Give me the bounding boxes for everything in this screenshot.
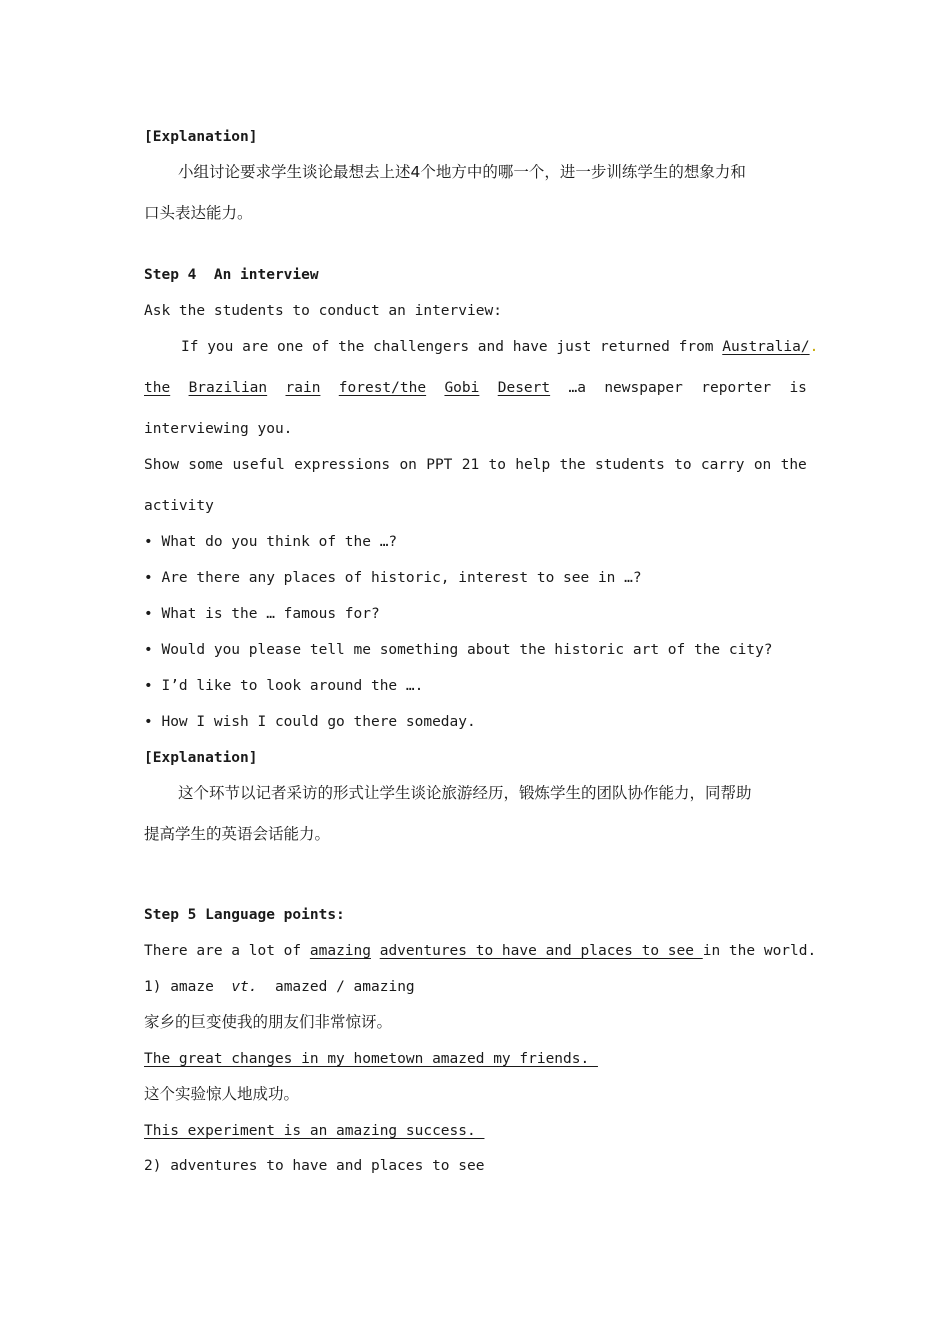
- word: to: [674, 457, 692, 473]
- word: the: [559, 457, 586, 473]
- word: the: [144, 380, 171, 396]
- show-expressions-line1: [144, 456, 807, 474]
- slash: /: [800, 339, 810, 355]
- chinese-example-2: 这个实验惊人地成功。: [144, 1085, 300, 1103]
- point-1: [144, 978, 415, 996]
- point-1-text: 1) amaze: [144, 979, 232, 995]
- sentence-text: There are a lot of: [144, 943, 310, 959]
- show-expressions-line2: activity: [144, 498, 214, 514]
- word: useful: [232, 457, 285, 473]
- bullet-item: • Would you please tell me something about the historic art of the city?: [144, 642, 773, 658]
- scenario-text-a: If you are one of the challengers and have just r: [181, 339, 609, 355]
- edit-mark: .: [809, 339, 819, 355]
- word: is: [789, 380, 807, 396]
- place-australia: Australia: [722, 339, 801, 355]
- step5-example-sentence: [144, 942, 816, 960]
- step4-heading: Step 4 An interview: [144, 267, 319, 283]
- word: reporter: [701, 380, 772, 396]
- explanation-paragraph-1-line2: 口头表达能力。: [144, 204, 253, 222]
- word: the: [780, 457, 807, 473]
- bullet-item: • What do you think of the …?: [144, 534, 398, 550]
- english-translation-2: This experiment is an amazing success.: [144, 1123, 485, 1139]
- sentence-text: in the world.: [702, 943, 817, 959]
- word: on: [399, 457, 417, 473]
- chinese-example-1: 家乡的巨变使我的朋友们非常惊讶。: [144, 1013, 393, 1031]
- explanation-heading-2: [Explanation]: [144, 750, 258, 766]
- word: Gobi: [444, 380, 480, 396]
- bullet-item: • What is the … famous for?: [144, 606, 380, 622]
- scenario-line1: [181, 338, 818, 356]
- word: rain: [285, 380, 321, 396]
- bullet-item: • How I wish I could go there someday.: [144, 714, 476, 730]
- word: Brazilian: [188, 380, 268, 396]
- word: to: [488, 457, 506, 473]
- sentence-underlined: amazing: [309, 943, 371, 959]
- sentence-space: [371, 943, 380, 959]
- step5-heading: Step 5 Language points:: [144, 907, 345, 923]
- scenario-text-b: eturned from: [608, 339, 723, 355]
- word: PPT: [426, 457, 453, 473]
- word: newspaper: [604, 380, 683, 396]
- scenario-line3: interviewing you.: [144, 421, 293, 437]
- point-2: 2) adventures to have and places to see: [144, 1158, 485, 1174]
- word: expressions: [294, 457, 391, 473]
- part-of-speech: vt.: [231, 979, 258, 995]
- sentence-underlined: adventures to have and places to see: [379, 943, 703, 959]
- step4-intro: Ask the students to conduct an interview:: [144, 303, 502, 319]
- explanation-paragraph-2-line1: 这个环节以记者采访的形式让学生谈论旅游经历，锻炼学生的团队协作能力，同帮助: [178, 784, 752, 802]
- word: on: [753, 457, 772, 473]
- word: Desert: [497, 380, 551, 396]
- explanation-paragraph-1-line1: 小组讨论要求学生谈论最想去上述4个地方中的哪一个，进一步训练学生的想象力和: [178, 163, 746, 181]
- word: Show: [144, 457, 179, 473]
- word: help: [515, 457, 551, 473]
- bullet-item: • I’d like to look around the ….: [144, 678, 424, 694]
- explanation-heading-1: [Explanation]: [144, 129, 258, 145]
- word: 21: [461, 457, 480, 473]
- english-translation-1: The great changes in my hometown amazed my friends.: [144, 1051, 598, 1067]
- word: some: [188, 457, 224, 473]
- bullet-item: • Are there any places of historic, interest to see in …?: [144, 570, 642, 586]
- word: students: [594, 457, 665, 473]
- word: forest/the: [338, 380, 427, 396]
- point-1-forms: amazed / amazing: [257, 979, 415, 995]
- word: carry: [700, 457, 745, 473]
- explanation-paragraph-2-line2: 提高学生的英语会话能力。: [144, 825, 331, 843]
- word: …a: [568, 380, 586, 396]
- scenario-line2: [144, 379, 807, 397]
